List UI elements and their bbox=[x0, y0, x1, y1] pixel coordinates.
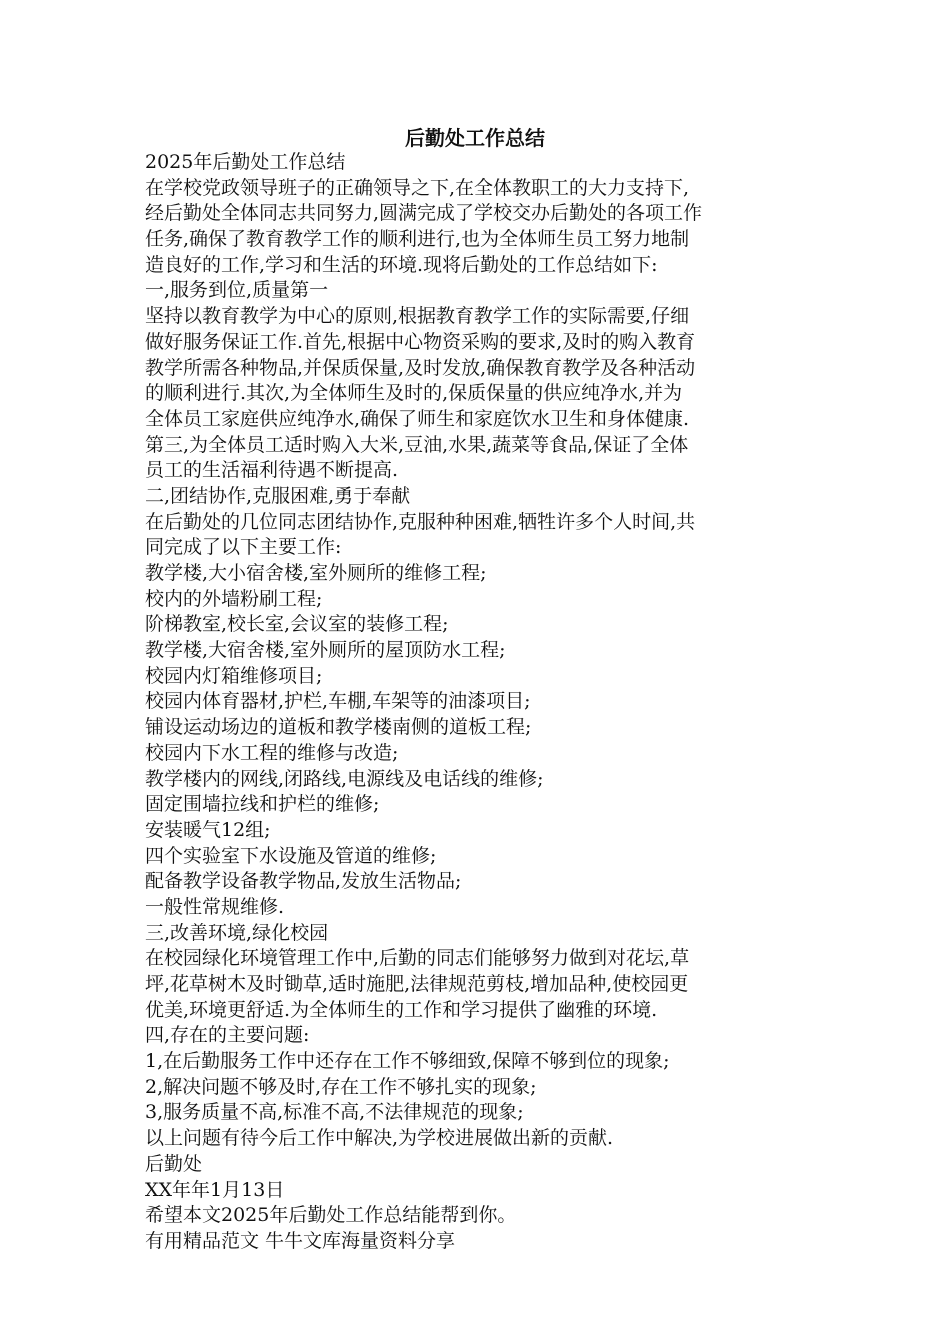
text-line: 优美,环境更舒适.为全体师生的工作和学习提供了幽雅的环境. bbox=[145, 998, 658, 1021]
text-line: 配备教学设备教学物品,发放生活物品; bbox=[145, 870, 462, 893]
text-line: 造良好的工作,学习和生活的环境.现将后勤处的工作总结如下: bbox=[145, 253, 658, 276]
text-line: 在校园绿化环境管理工作中,后勤的同志们能够努力做到对花坛,草 bbox=[145, 947, 690, 970]
text-line: 在后勤处的几位同志团结协作,克服种种困难,牺牲许多个人时间,共 bbox=[145, 510, 696, 533]
document-title: 后勤处工作总结 bbox=[405, 126, 545, 150]
text-line: 2,解决问题不够及时,存在工作不够扎实的现象; bbox=[145, 1075, 537, 1098]
text-line: 坚持以教育教学为中心的原则,根据教育教学工作的实际需要,仔细 bbox=[145, 305, 690, 328]
text-line: 做好服务保证工作.首先,根据中心物资采购的要求,及时的购入教育 bbox=[145, 330, 696, 353]
text-line: 四,存在的主要问题: bbox=[145, 1024, 310, 1047]
text-line: 校园内下水工程的维修与改造; bbox=[145, 741, 399, 764]
text-line: 校园内灯箱维修项目; bbox=[145, 664, 323, 687]
text-line: 教学楼内的网线,闭路线,电源线及电话线的维修; bbox=[145, 767, 544, 790]
text-line: 同完成了以下主要工作: bbox=[145, 536, 342, 559]
text-line: 一,服务到位,质量第一 bbox=[145, 279, 329, 302]
document-body bbox=[145, 150, 815, 1255]
text-line: 有用精品范文 牛牛文库海量资料分享 bbox=[145, 1229, 456, 1252]
text-line: 教学所需各种物品,并保质保量,及时发放,确保教育教学及各种活动 bbox=[145, 356, 696, 379]
text-line: 坪,花草树木及时锄草,适时施肥,法律规范剪枝,增加品种,使校园更 bbox=[145, 973, 689, 995]
text-line: 后勤处 bbox=[145, 1152, 203, 1175]
text-line: 第三,为全体员工适时购入大米,豆油,水果,蔬菜等食品,保证了全体 bbox=[145, 433, 689, 456]
text-line: 3,服务质量不高,标准不高,不法律规范的现象; bbox=[145, 1101, 524, 1124]
text-line: 希望本文2025年后勤处工作总结能帮到你。 bbox=[145, 1204, 517, 1227]
text-line: 铺设运动场边的道板和教学楼南侧的道板工程; bbox=[145, 716, 532, 739]
text-line: 校内的外墙粉刷工程; bbox=[145, 587, 323, 610]
text-line: 阶梯教室,校长室,会议室的装修工程; bbox=[145, 613, 449, 636]
text-line: 1,在后勤服务工作中还存在工作不够细致,保障不够到位的现象; bbox=[145, 1050, 670, 1073]
text-line: 校园内体育器材,护栏,车棚,车架等的油漆项目; bbox=[145, 690, 531, 713]
text-line: 四个实验室下水设施及管道的维修; bbox=[145, 844, 437, 867]
text-line: 一般性常规维修. bbox=[145, 895, 285, 918]
text-line: 以上问题有待今后工作中解决,为学校进展做出新的贡献. bbox=[145, 1127, 614, 1150]
text-line: 员工的生活福利待遇不断提高. bbox=[145, 459, 399, 482]
text-line: 2025年后勤处工作总结 bbox=[145, 151, 346, 173]
text-line: 教学楼,大小宿舍楼,室外厕所的维修工程; bbox=[145, 562, 487, 584]
text-line: 固定围墙拉线和护栏的维修; bbox=[145, 793, 380, 816]
text-line: 全体员工家庭供应纯净水,确保了师生和家庭饮水卫生和身体健康. bbox=[145, 407, 690, 430]
text-line: 二,团结协作,克服困难,勇于奉献 bbox=[145, 484, 411, 507]
text-line: 经后勤处全体同志共同努力,圆满完成了学校交办后勤处的各项工作 bbox=[145, 202, 703, 225]
text-line: 任务,确保了教育教学工作的顺利进行,也为全体师生员工努力地制 bbox=[145, 228, 690, 251]
text-line: 的顺利进行.其次,为全体师生及时的,保质保量的供应纯净水,并为 bbox=[145, 382, 683, 405]
text-line: 三,改善环境,绿化校园 bbox=[145, 921, 329, 944]
text-line: 在学校党政领导班子的正确领导之下,在全体教职工的大力支持下, bbox=[145, 176, 690, 199]
text-line: 教学楼,大宿舍楼,室外厕所的屋顶防水工程; bbox=[145, 639, 506, 662]
text-line: XX年年1月13日 bbox=[145, 1178, 285, 1201]
text-line: 安装暖气12组; bbox=[145, 818, 271, 841]
